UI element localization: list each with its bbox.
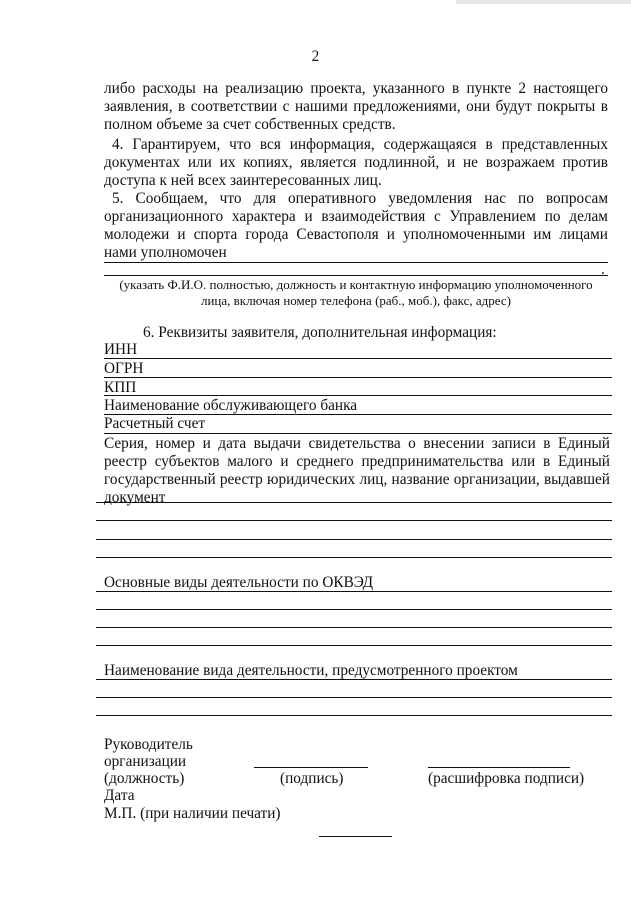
scan-edge-mark — [456, 0, 631, 4]
inn-line[interactable] — [104, 358, 612, 359]
signature-line[interactable] — [254, 767, 368, 768]
signature-decode-caption: (расшифровка подписи) — [428, 770, 585, 787]
activity-line-3[interactable] — [96, 715, 612, 716]
account-line[interactable] — [104, 433, 612, 434]
activity-label: Наименование вида деятельности, предусмотренного проектом — [104, 662, 518, 679]
authorized-person-line-2[interactable] — [104, 275, 608, 276]
paragraph-5: 5. Сообщаем, что для оперативного уведомления нас по вопросам организационного характера и взаимодействия с Управлением по делам молодежи и спорта города Севастополя и уполномоченными им лицами нами уполномочен — [104, 190, 608, 261]
paragraph-continuation: либо расходы на реализацию проекта, указанного в пункте 2 настоящего заявления, в соответствии с нашими предложениями, они будут покрыты в полном объеме за счет собственных средств. — [104, 80, 608, 133]
certificate-label: Серия, номер и дата выдачи свидетельства о внесении записи в Единый реестр субъектов малого и среднего предпринимательства или в Единый государственный реестр юридических лиц, название организации, выдавшей документ — [104, 435, 610, 506]
signature-caption: (подпись) — [280, 770, 344, 787]
signature-decode-line[interactable] — [428, 767, 570, 768]
stamp-label: М.П. (при наличии печати) — [104, 805, 281, 822]
account-label: Расчетный счет — [104, 415, 206, 432]
okved-line-1[interactable] — [96, 591, 612, 592]
certificate-line-2[interactable] — [96, 520, 612, 521]
kpp-label: КПП — [104, 379, 137, 396]
activity-line-1[interactable] — [96, 679, 612, 680]
page-number: 2 — [311, 48, 320, 65]
okved-line-3[interactable] — [96, 627, 612, 628]
certificate-line-3[interactable] — [96, 539, 612, 540]
okved-line-2[interactable] — [96, 609, 612, 610]
paragraph-4: 4. Гарантируем, что вся информация, содержащаяся в представленных документах или их копиях, является подлинной, и не возражаем против доступа к ней всех заинтересованных лиц. — [104, 136, 608, 189]
inn-label: ИНН — [104, 341, 138, 358]
okved-label: Основные виды деятельности по ОКВЭД — [104, 574, 374, 591]
activity-line-2[interactable] — [96, 697, 612, 698]
ogrn-label: ОГРН — [104, 360, 144, 377]
bottom-separator — [319, 836, 392, 837]
bank-label: Наименование обслуживающего банка — [104, 397, 358, 414]
signature-head-label-2: организации — [104, 753, 187, 770]
signature-head-label-1: Руководитель — [104, 736, 193, 753]
certificate-line-1[interactable] — [96, 502, 612, 503]
ogrn-line[interactable] — [104, 377, 612, 378]
kpp-line[interactable] — [104, 395, 612, 396]
section-6-heading: 6. Реквизиты заявителя, дополнительная информация: — [143, 324, 497, 341]
date-label: Дата — [104, 787, 135, 804]
certificate-line-4[interactable] — [96, 557, 612, 558]
okved-line-4[interactable] — [96, 645, 612, 646]
authorized-person-line[interactable] — [104, 262, 608, 263]
authorized-person-period: . — [601, 261, 605, 278]
signature-position-label: (должность) — [104, 770, 185, 787]
authorized-person-hint: (указать Ф.И.О. полностью, должность и контактную информацию уполномоченного лица, включая номер телефона (раб., моб.), факс, адрес) — [119, 277, 593, 308]
